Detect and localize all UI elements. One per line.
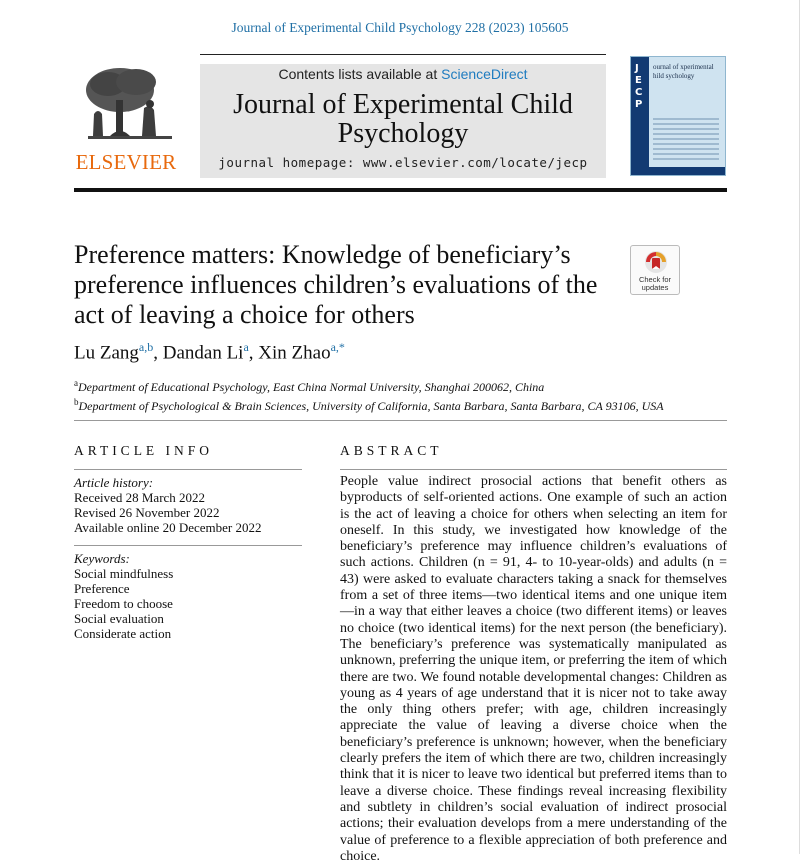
journal-citation-link[interactable]: Journal of Experimental Child Psychology 228 (2023) 105605 bbox=[231, 20, 569, 35]
affiliation-item bbox=[74, 376, 664, 395]
keyword-item: Considerate action bbox=[74, 626, 172, 641]
history-item: Available online 20 December 2022 bbox=[74, 520, 262, 535]
badge-line-2: updates bbox=[641, 283, 669, 292]
sciencedirect-link[interactable]: ScienceDirect bbox=[441, 66, 528, 82]
cover-title: ournal of xperimental hild sychology bbox=[653, 63, 714, 80]
cover-text-lines bbox=[653, 115, 719, 163]
elsevier-tree-logo-icon bbox=[80, 64, 176, 146]
article-history bbox=[74, 475, 302, 535]
article-info-heading: ARTICLE INFO bbox=[74, 443, 214, 458]
check-for-updates-button[interactable] bbox=[630, 245, 680, 295]
keyword-item: Preference bbox=[74, 581, 130, 596]
section-rule bbox=[74, 420, 727, 421]
keyword-item: Social mindfulness bbox=[74, 566, 174, 581]
contents-line bbox=[200, 66, 606, 82]
author-list bbox=[74, 340, 345, 364]
author-name[interactable]: Dandan Li bbox=[162, 342, 244, 364]
keywords-rule bbox=[74, 545, 302, 546]
journal-masthead bbox=[200, 64, 606, 178]
check-for-updates-icon bbox=[644, 250, 668, 274]
affiliation-text: Department of Psychological & Brain Sciences, University of California, Santa Barbara, Santa Barbara, CA 93106, USA bbox=[78, 399, 664, 413]
history-label: Article history: bbox=[74, 475, 154, 490]
article-info-rule bbox=[74, 469, 302, 470]
history-item: Revised 26 November 2022 bbox=[74, 505, 220, 520]
author-separator: , bbox=[153, 342, 163, 364]
cover-letter: E bbox=[635, 75, 642, 86]
history-item: Received 28 March 2022 bbox=[74, 490, 206, 505]
keyword-item: Social evaluation bbox=[74, 611, 164, 626]
abstract-rule bbox=[340, 469, 727, 470]
keywords-label: Keywords: bbox=[74, 551, 130, 566]
journal-cover-thumbnail[interactable] bbox=[630, 56, 726, 176]
abstract-heading: ABSTRACT bbox=[340, 443, 443, 458]
masthead-rule bbox=[74, 188, 727, 192]
affiliations bbox=[74, 376, 664, 414]
author-name[interactable]: Xin Zhao bbox=[258, 342, 331, 364]
header-rule bbox=[200, 54, 606, 55]
author-affiliation-mark[interactable]: a,b bbox=[138, 340, 154, 354]
abstract-text: People value indirect prosocial actions that benefit others as byproducts of self-oriented actions. One example of such an action is the act of leaving a choice for others when selecting an item for oneself. In this study, we investigated how knowledge of the beneficiary’s preference may influence children’s evaluations of such actions. Children (n = 91, 4- to 10-year-olds) and adults (n = 43) were asked to evaluate characters taking a snack for themselves from a set of three items—two identical items and one unique item—in a way that either leaves a choice (two different items) or leaves no choice (two identical items) for the next person (the beneficiary). The beneficiary’s preference was systematically manipulated as unknown, preferring the unique item, or preferring the item of which there are two. We found notable developmental changes: Children as young as 4 years of age understand that it is nicer not to take away the only thing others prefer; with age, children increasingly appreciate the value of leaving a diverse choice when the beneficiary’s preference is unknown; however, when the beneficiary clearly prefers the item of which there are two, children increasingly think that it is nicer to leave two identical but preferred items than to leave a diverse choice. These findings reveal increasing flexibility and subtlety in children’s social evaluation of indirect prosocial actions; their evaluation develops from a mere understanding of the value of preference to a flexible appreciation of both preference and choice. bbox=[340, 474, 727, 864]
cover-letter: P bbox=[635, 99, 643, 110]
author-affiliation-mark[interactable]: a bbox=[243, 340, 249, 354]
journal-homepage-link[interactable]: journal homepage: www.elsevier.com/locate/jecp bbox=[218, 155, 588, 170]
badge-line-1: Check for bbox=[638, 275, 672, 284]
keywords bbox=[74, 551, 302, 641]
cover-footer bbox=[649, 167, 726, 175]
publisher-name: ELSEVIER bbox=[75, 150, 177, 174]
cover-letter: J bbox=[635, 63, 639, 74]
affiliation-mark: a bbox=[74, 378, 78, 388]
cover-letter: C bbox=[635, 87, 643, 98]
author-affiliation-mark[interactable]: a,* bbox=[330, 340, 345, 354]
keyword-item: Freedom to choose bbox=[74, 596, 173, 611]
affiliation-text: Department of Educational Psychology, East China Normal University, Shanghai 200062, China bbox=[78, 380, 545, 394]
affiliation-mark: b bbox=[74, 397, 79, 407]
author-name[interactable]: Lu Zang bbox=[74, 342, 139, 364]
cover-letters bbox=[635, 63, 647, 111]
contents-prefix: Contents lists available at bbox=[278, 66, 442, 82]
check-for-updates-label bbox=[631, 276, 679, 292]
elsevier-logo[interactable] bbox=[74, 64, 178, 180]
author-separator: , bbox=[248, 342, 259, 364]
affiliation-item bbox=[74, 395, 664, 414]
journal-title: Journal of Experimental Child Psychology bbox=[233, 89, 573, 149]
article-title: Preference matters: Knowledge of beneficiary’s preference influences children’s evaluations of the act of leaving a choice for others bbox=[74, 240, 598, 329]
